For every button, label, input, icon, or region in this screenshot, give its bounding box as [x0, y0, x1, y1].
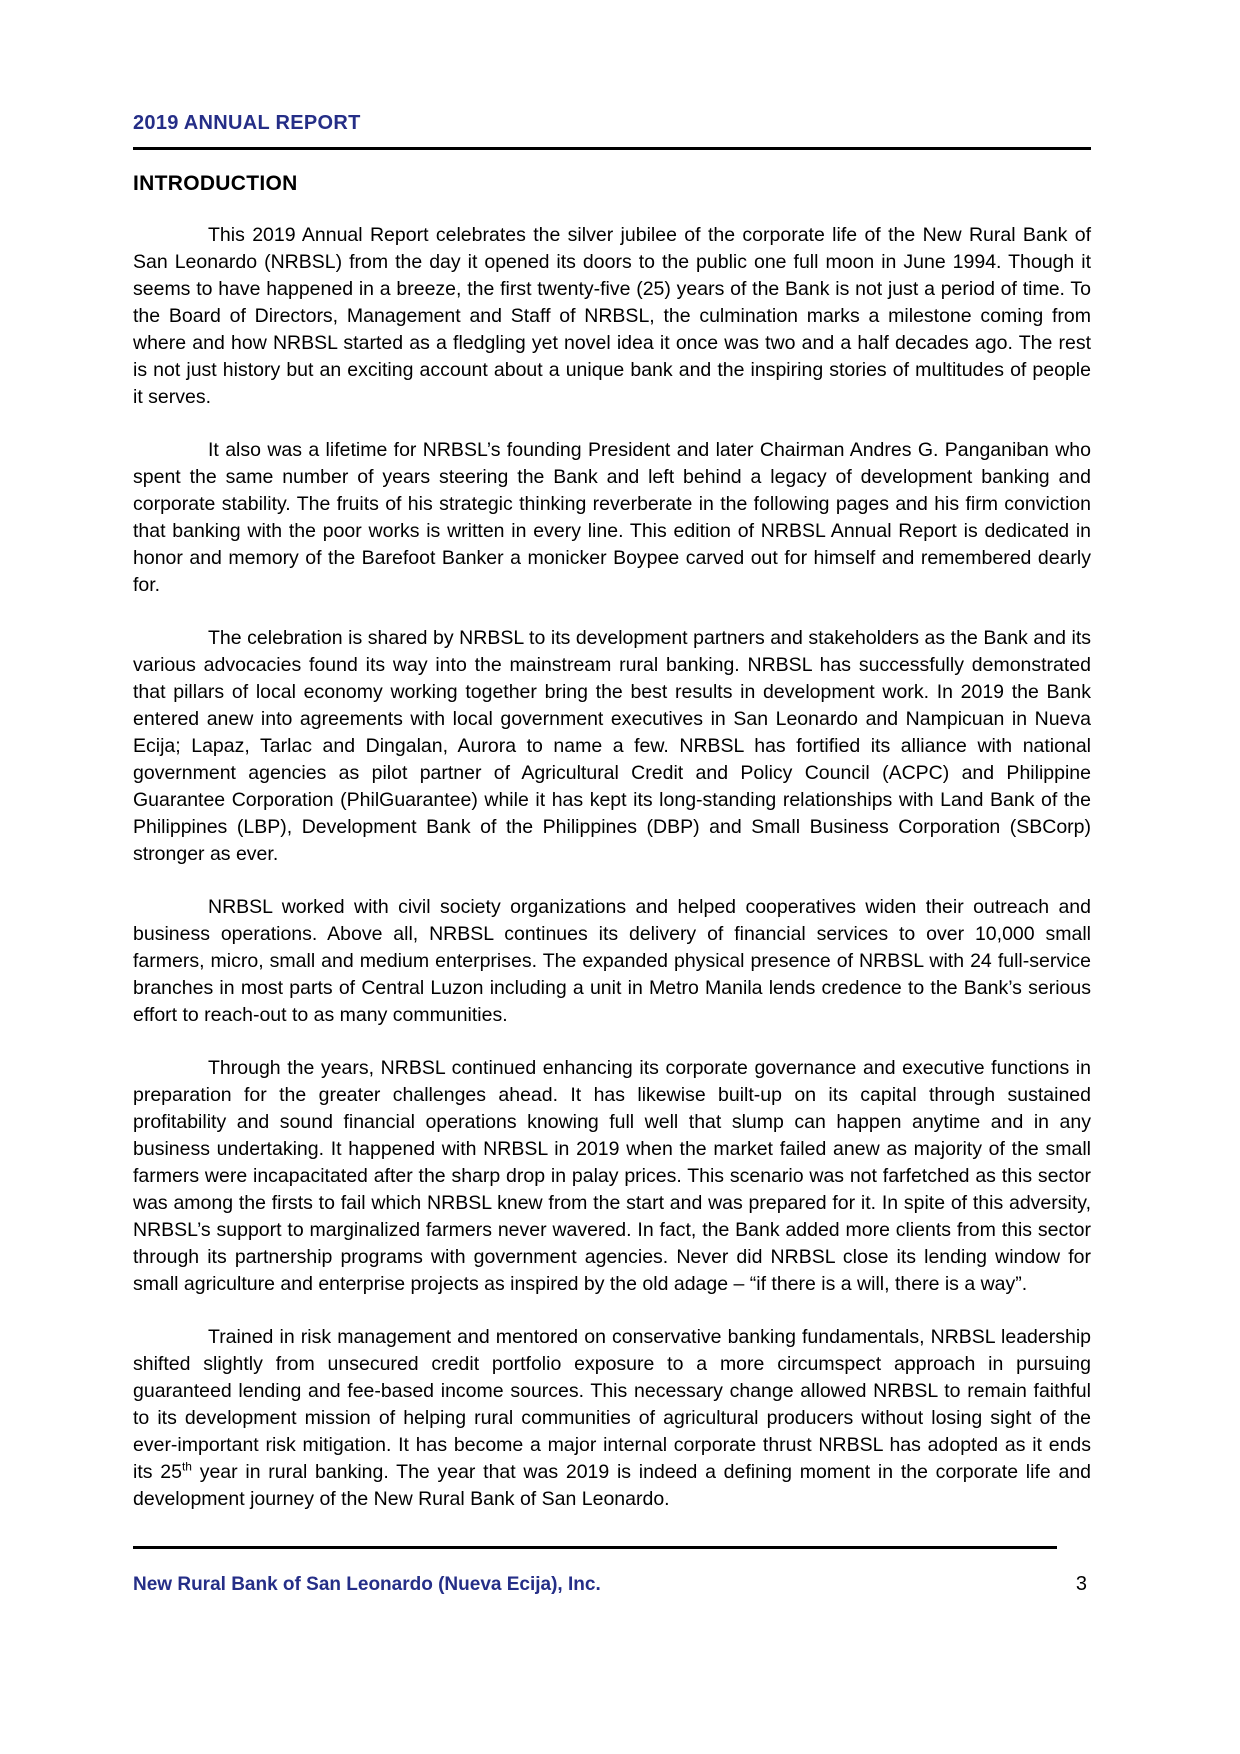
introduction-heading: INTRODUCTION	[133, 172, 298, 195]
report-header-title: 2019 ANNUAL REPORT	[133, 112, 361, 134]
paragraph-6-text-after-superscript: year in rural banking. The year that was 2019 is indeed a defining moment in the corporate life and development journey of the New Rural Bank of San Leonardo.	[133, 1461, 1092, 1510]
intro-paragraph-6	[133, 1324, 1091, 1513]
footer-bank-name: New Rural Bank of San Leonardo (Nueva Ecija), Inc.	[133, 1574, 601, 1595]
page-footer	[133, 1546, 1091, 1596]
intro-paragraph-1: This 2019 Annual Report celebrates the silver jubilee of the corporate life of the New Rural Bank of San Leonardo (NRBSL) from the day it opened its doors to the public one full moon in June 1994. Though it seems to have happened in a breeze, the first twenty-five (25) years of the Bank is not just a period of time. To the Board of Directors, Management and Staff of NRBSL, the culmination marks a milestone coming from where and how NRBSL started as a fledgling yet novel idea it once was two and a half decades ago. The rest is not just history but an exciting account about a unique bank and the inspiring stories of multitudes of people it serves.	[133, 224, 1091, 408]
paragraph-6-text-before-superscript: Trained in risk management and mentored on conservative banking fundamentals, NRBSL leadership shifted slightly from unsecured credit portfolio exposure to a more circumspect approach in pursuing guaranteed lending and fee-based income sources. This necessary change allowed NRBSL to remain faithful to its development mission of helping rural communities of agricultural producers without losing sight of the ever-important risk mitigation. It has become a major internal corporate thrust NRBSL has adopted as it ends its 25	[133, 1326, 1091, 1483]
header-divider	[133, 147, 1091, 150]
footer-divider	[133, 1546, 1057, 1549]
page-content	[133, 110, 1091, 1513]
footer-row	[133, 1573, 1091, 1596]
intro-paragraph-5: Through the years, NRBSL continued enhancing its corporate governance and executive functions in preparation for the greater challenges ahead. It has likewise built-up on its capital through sustained profitability and sound financial operations knowing full well that slump can happen anytime and in any business undertaking. It happened with NRBSL in 2019 when the market failed anew as majority of the small farmers were incapacitated after the sharp drop in palay prices. This scenario was not farfetched as this sector was among the firsts to fail which NRBSL knew from the start and was prepared for it. In spite of this adversity, NRBSL’s support to marginalized farmers never wavered. In fact, the Bank added more clients from this sector through its partnership programs with government agencies. Never did NRBSL close its lending window for small agriculture and enterprise projects as inspired by the old adage – “if there is a will, there is a way”.	[133, 1057, 1091, 1295]
intro-paragraph-4: NRBSL worked with civil society organizations and helped cooperatives widen their outreach and business operations. Above all, NRBSL continues its delivery of financial services to over 10,000 small farmers, micro, small and medium enterprises. The expanded physical presence of NRBSL with 24 full-service branches in most parts of Central Luzon including a unit in Metro Manila lends credence to the Bank’s serious effort to reach-out to as many communities.	[133, 896, 1091, 1026]
page-number: 3	[1075, 1573, 1087, 1595]
intro-paragraph-2: It also was a lifetime for NRBSL’s founding President and later Chairman Andres G. Panganiban who spent the same number of years steering the Bank and left behind a legacy of development banking and corporate stability. The fruits of his strategic thinking reverberate in the following pages and his firm conviction that banking with the poor works is written in every line. This edition of NRBSL Annual Report is dedicated in honor and memory of the Barefoot Banker a monicker Boypee carved out for himself and remembered dearly for.	[133, 439, 1091, 596]
ordinal-superscript: th	[181, 1459, 192, 1474]
intro-paragraph-3: The celebration is shared by NRBSL to its development partners and stakeholders as the Bank and its various advocacies found its way into the mainstream rural banking. NRBSL has successfully demonstrated that pillars of local economy working together bring the best results in development work. In 2019 the Bank entered anew into agreements with local government executives in San Leonardo and Nampicuan in Nueva Ecija; Lapaz, Tarlac and Dingalan, Aurora to name a few. NRBSL has fortified its alliance with national government agencies as pilot partner of Agricultural Credit and Policy Council (ACPC) and Philippine Guarantee Corporation (PhilGuarantee) while it has kept its long-standing relationships with Land Bank of the Philippines (LBP), Development Bank of the Philippines (DBP) and Small Business Corporation (SBCorp) stronger as ever.	[133, 627, 1091, 865]
introduction-body	[133, 222, 1091, 1513]
